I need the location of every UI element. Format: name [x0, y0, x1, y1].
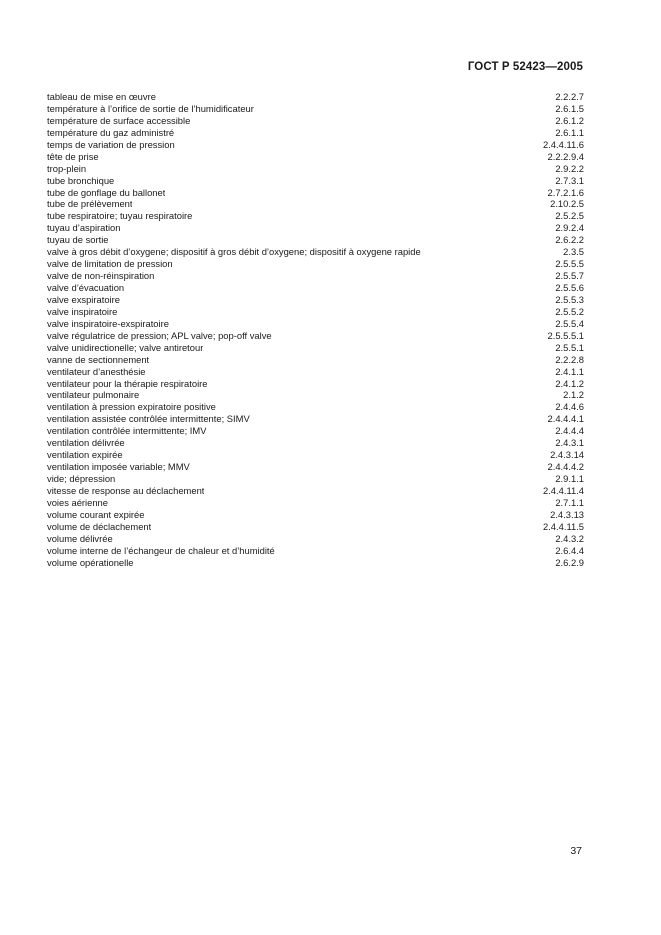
- index-reference: 2.5.5.5: [555, 258, 584, 270]
- index-entry: [47, 139, 584, 151]
- document-header: ГОСТ Р 52423—2005: [467, 61, 583, 73]
- index-term: tête de prise: [47, 150, 99, 162]
- index-entry: [47, 342, 584, 354]
- index-entry: [47, 151, 584, 163]
- index-reference: 2.4.4.4: [555, 425, 584, 437]
- index-entry: [47, 306, 584, 318]
- index-entry: [47, 378, 584, 390]
- index-entry: [47, 533, 584, 545]
- index-reference: 2.5.5.6: [555, 282, 584, 293]
- index-term: tube de gonflage du ballonet: [47, 186, 166, 198]
- index-reference: 2.4.3.13: [550, 508, 584, 520]
- index-reference: 2.2.2.9.4: [547, 150, 584, 162]
- index-reference: 2.10.2.5: [550, 198, 584, 210]
- index-entry: [47, 91, 584, 103]
- index-entry: [47, 437, 584, 449]
- index-reference: 2.4.4.11.6: [542, 138, 584, 150]
- index-entry: [47, 497, 584, 509]
- index-reference: 2.9.2.4: [555, 222, 584, 234]
- index-reference: 2.5.5.7: [555, 270, 584, 282]
- index-entry: [47, 282, 584, 294]
- index-term: ventilation contrôlée intermittente; IMV: [47, 425, 207, 437]
- index-entry: [47, 234, 584, 246]
- index-term: température du gaz administré: [47, 126, 175, 138]
- index-reference: 2.7.3.1: [555, 174, 584, 186]
- index-reference: 2.7.2.1.6: [547, 186, 584, 198]
- index-entry: [47, 115, 584, 127]
- index-entry: [47, 222, 584, 234]
- index-reference: 2.9.2.2: [555, 162, 584, 174]
- index-reference: 2.3.5: [563, 246, 584, 258]
- index-reference: 2.6.1.1: [555, 126, 584, 138]
- index-entry: [47, 318, 584, 330]
- index-term: vanne de sectionnement: [47, 353, 150, 365]
- index-entry: [47, 557, 584, 569]
- index-term: trop-plein: [47, 162, 87, 174]
- index-entry: [47, 246, 584, 258]
- index-reference: 2.6.2.2: [555, 234, 584, 246]
- index-term: voies aérienne: [47, 496, 108, 508]
- index-entry: [47, 401, 584, 413]
- index-entry: [47, 103, 584, 115]
- index-entry: [47, 175, 584, 187]
- index-term: temps de variation de pression: [47, 138, 175, 150]
- index-entry: [47, 521, 584, 533]
- index-term: tube de prélèvement: [47, 198, 133, 210]
- index-reference: 2.4.4.6: [555, 401, 584, 413]
- index-reference: 2.4.4.4.1: [547, 413, 584, 425]
- index-term: valve de non-réinspiration: [47, 270, 155, 282]
- index-reference: 2.5.2.5: [555, 210, 584, 222]
- index-term: ventilation assistée contrôlée intermittente; SIMV: [47, 413, 250, 425]
- index-reference: 2.4.4.11.4: [542, 484, 584, 496]
- index-reference: 2.5.5.5.1: [547, 329, 584, 341]
- index-list: [47, 91, 584, 569]
- index-entry: [47, 127, 584, 139]
- index-reference: 2.6.4.4: [555, 544, 584, 556]
- index-reference: 2.1.2: [563, 389, 584, 401]
- index-term: ventilateur d’anesthésie: [47, 365, 146, 377]
- index-entry: [47, 258, 584, 270]
- index-term: vitesse de response au déclachement: [47, 484, 205, 496]
- index-entry: [47, 449, 584, 461]
- index-entry: [47, 545, 584, 557]
- index-entry: [47, 270, 584, 282]
- index-entry: [47, 330, 584, 342]
- index-reference: 2.2.2.8: [555, 353, 584, 365]
- index-term: tuyau d’aspiration: [47, 222, 121, 234]
- index-term: valve à gros débit d’oxygene; dispositif à gros débit d’oxygene; dispositif à oxygene rapide: [47, 246, 421, 258]
- index-entry: [47, 163, 584, 175]
- index-entry: [47, 294, 584, 306]
- index-term: tableau de mise en œuvre: [47, 91, 156, 102]
- index-reference: 2.2.2.7: [555, 91, 584, 102]
- index-term: ventilation imposée variable; MMV: [47, 461, 190, 473]
- index-entry: [47, 425, 584, 437]
- index-term: volume interne de l’échangeur de chaleur et d’humidité: [47, 544, 275, 556]
- index-reference: 2.4.3.1: [555, 437, 584, 449]
- index-reference: 2.5.5.3: [555, 293, 584, 305]
- index-term: ventilation expirée: [47, 449, 123, 461]
- index-reference: 2.6.1.2: [555, 114, 584, 126]
- index-entry: [47, 485, 584, 497]
- index-term: tube bronchique: [47, 174, 115, 186]
- index-entry: [47, 461, 584, 473]
- index-term: température de surface accessible: [47, 114, 191, 126]
- index-entry: [47, 509, 584, 521]
- index-entry: [47, 366, 584, 378]
- index-term: volume de déclachement: [47, 520, 152, 532]
- index-term: température à l’orifice de sortie de l’humidificateur: [47, 102, 254, 114]
- index-reference: 2.9.1.1: [555, 473, 584, 484]
- index-term: ventilateur pulmonaire: [47, 389, 140, 401]
- index-term: valve de limitation de pression: [47, 258, 173, 270]
- index-entry: [47, 354, 584, 366]
- index-term: valve d’évacuation: [47, 282, 125, 293]
- index-term: tube respiratoire; tuyau respiratoire: [47, 210, 193, 222]
- index-term: ventilation délivrée: [47, 437, 125, 449]
- index-reference: 2.6.2.9: [555, 556, 584, 568]
- index-term: valve régulatrice de pression; APL valve; pop-off valve: [47, 329, 272, 341]
- index-reference: 2.5.5.1: [555, 341, 584, 353]
- index-term: valve inspiratoire: [47, 305, 118, 317]
- index-term: ventilateur pour la thérapie respiratoire: [47, 377, 208, 389]
- index-entry: [47, 187, 584, 199]
- index-reference: 2.5.5.2: [555, 305, 584, 317]
- index-term: valve inspiratoire-exspiratoire: [47, 317, 169, 329]
- index-term: ventilation à pression expiratoire positive: [47, 401, 216, 413]
- index-reference: 2.4.3.2: [555, 532, 584, 544]
- page-number: 37: [570, 845, 582, 857]
- index-reference: 2.4.1.1: [555, 365, 584, 377]
- index-entry: [47, 389, 584, 401]
- index-term: volume délivrée: [47, 532, 113, 544]
- index-reference: 2.4.3.14: [550, 449, 584, 461]
- index-term: valve unidirectionelle; valve antiretour: [47, 341, 204, 353]
- index-entry: [47, 413, 584, 425]
- index-term: volume courant expirée: [47, 508, 145, 520]
- index-entry: [47, 210, 584, 222]
- index-reference: 2.4.4.11.5: [542, 520, 584, 532]
- index-reference: 2.7.1.1: [555, 496, 584, 508]
- index-reference: 2.6.1.5: [555, 102, 584, 114]
- index-reference: 2.5.5.4: [555, 317, 584, 329]
- index-reference: 2.4.1.2: [555, 377, 584, 389]
- index-term: vide; dépression: [47, 473, 116, 484]
- index-entry: [47, 198, 584, 210]
- index-reference: 2.4.4.4.2: [547, 461, 584, 473]
- index-term: volume opérationelle: [47, 556, 134, 568]
- index-term: tuyau de sortie: [47, 234, 109, 246]
- index-entry: [47, 473, 584, 485]
- index-term: valve exspiratoire: [47, 293, 120, 305]
